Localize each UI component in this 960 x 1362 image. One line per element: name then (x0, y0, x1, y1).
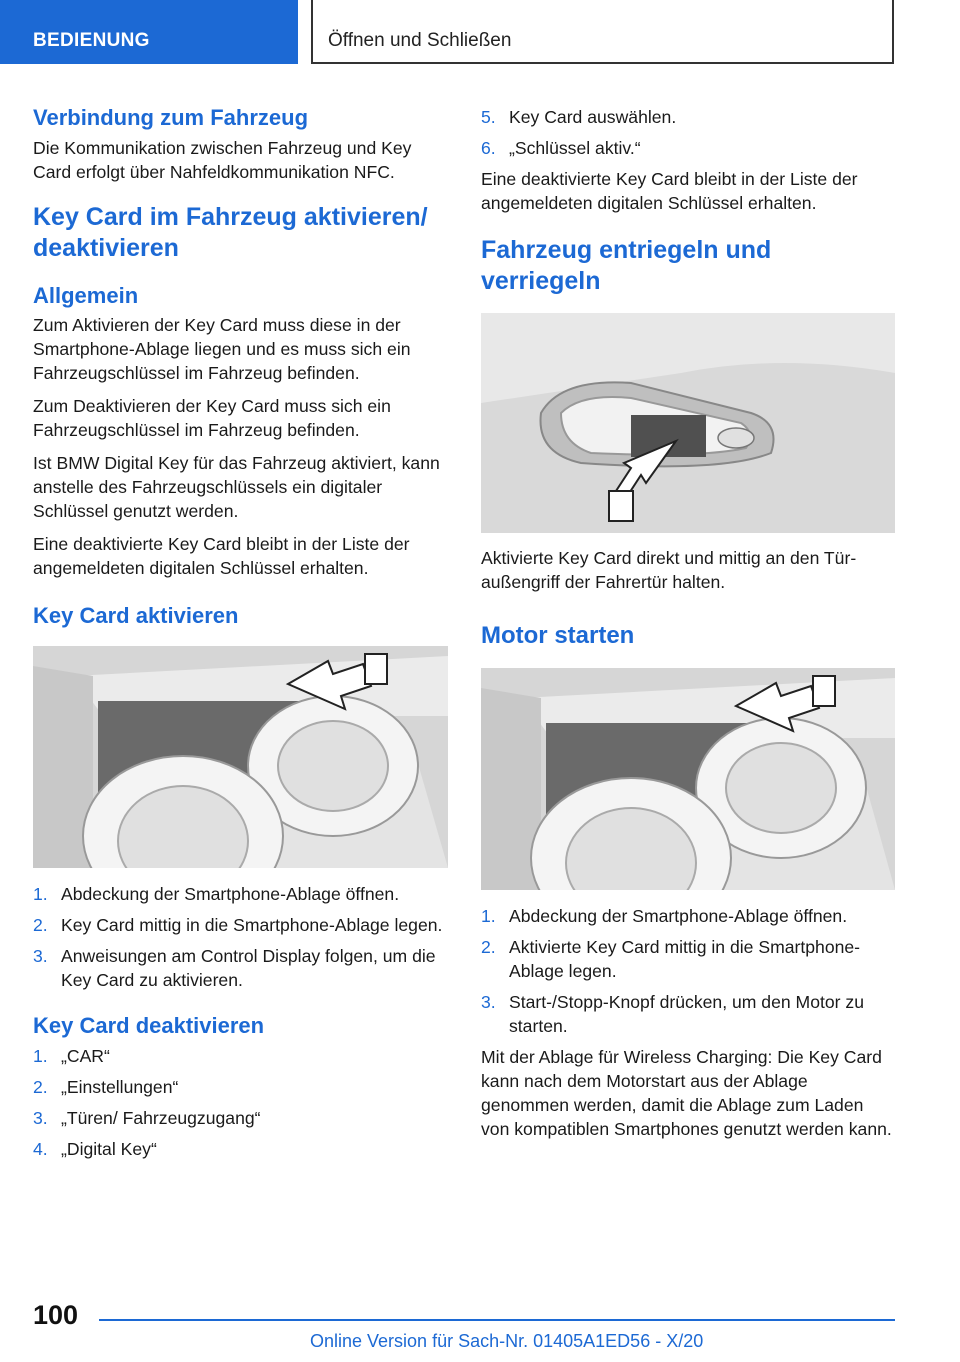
step-text: „CAR“ (61, 1046, 110, 1066)
motor-steps (481, 904, 895, 1038)
step-number: 2. (33, 1077, 48, 1097)
chapter-tab (311, 0, 894, 64)
heading-motor: Motor starten (481, 622, 635, 649)
section-tab (0, 0, 298, 64)
left-column (33, 100, 448, 1168)
step-text: Anweisungen am Control Display folgen, um die Key Card zu aktivieren. (61, 946, 436, 990)
section-title: BEDIENUNG (33, 30, 150, 51)
step-text: „Türen/ Fahrzeugzugang“ (61, 1108, 261, 1128)
list-item (33, 944, 448, 992)
step-number: 1. (481, 906, 496, 926)
aktivieren-steps-continued (481, 105, 895, 160)
step-text: Start-/Stopp-Knopf drücken, um den Motor zu starten. (509, 992, 864, 1036)
step-text: „Schlüssel aktiv.“ (509, 138, 641, 158)
paragraph-3: Ist BMW Digital Key für das Fahrzeug aktiviert, kann anstelle des Fahrzeugschlüssels ein digitaler Schlüssel genutzt werden. (33, 453, 440, 521)
list-item (481, 904, 895, 928)
right-column (481, 100, 895, 1141)
smartphone-tray-illustration (33, 646, 448, 868)
footer-version-text: Online Version für Sach-Nr. 01405A1ED56 - X/20 (310, 1331, 704, 1351)
door-handle-drawing (481, 313, 895, 533)
list-item (481, 990, 895, 1038)
smartphone-tray-drawing-2 (481, 668, 895, 890)
step-number: 2. (481, 937, 496, 957)
aktivieren-steps (33, 882, 448, 992)
list-item (33, 1075, 448, 1099)
list-item (481, 105, 895, 129)
step-text: „Digital Key“ (61, 1139, 157, 1159)
door-handle-illustration (481, 313, 895, 533)
paragraph-1: Zum Aktivieren der Key Card muss diese in der Smartphone-Ablage liegen und es muss sich ein Fahrzeugschlüssel im Fahrzeug befinden. (33, 315, 411, 383)
heading-entriegeln-line2: verriegeln (481, 267, 601, 295)
paragraph-2: Zum Deaktivieren der Key Card muss sich ein Fahrzeugschlüssel im Fahrzeug befinden. (33, 396, 391, 440)
step-text: Abdeckung der Smartphone-Ablage öffnen. (61, 884, 400, 904)
heading-verbindung: Verbindung zum Fahrzeug (33, 105, 309, 130)
paragraph-4: Eine deaktivierte Key Card bleibt in der Liste der angemeldeten digitalen Schlüssel erhalten. (33, 534, 410, 578)
paragraph-tuer: Aktivierte Key Card direkt und mittig an den Türaußengriff der Fahrertür halten. (481, 548, 857, 592)
heading-keycard-line1: Key Card im Fahrzeug aktivieren/ (33, 203, 428, 231)
step-text: Key Card mittig in die Smartphone-Ablage legen. (61, 915, 443, 935)
page-number: 100 (33, 1300, 79, 1330)
step-text: Key Card auswählen. (509, 107, 677, 127)
step-text: Aktivierte Key Card mittig in die Smartphone-Ablage legen. (509, 937, 861, 981)
heading-allgemein: Allgemein (33, 283, 139, 308)
smartphone-tray-drawing (33, 646, 448, 868)
step-text: „Einstellungen“ (61, 1077, 179, 1097)
list-item (33, 1044, 448, 1068)
footer-divider (99, 1319, 895, 1321)
list-item (481, 935, 895, 983)
heading-keycard (33, 202, 448, 264)
smartphone-tray-illustration-2 (481, 668, 895, 890)
list-item (33, 882, 448, 906)
heading-entriegeln (481, 235, 895, 297)
step-number: 3. (33, 946, 48, 966)
paragraph-wireless: Mit der Ablage für Wireless Charging: Die Key Card kann nach dem Motorstart aus der Ablage genommen werden, damit die Ablage zum Laden von kompatiblen Smartphones genutzt werden kann. (481, 1047, 892, 1139)
paragraph-cont: Eine deaktivierte Key Card bleibt in der Liste der angemeldeten digitalen Schlüssel erhalten. (481, 169, 858, 213)
chapter-title: Öffnen und Schließen (328, 30, 512, 51)
step-number: 5. (481, 107, 496, 127)
step-text: Abdeckung der Smartphone-Ablage öffnen. (509, 906, 848, 926)
paragraph-verbindung: Die Kommunikation zwischen Fahrzeug und Key Card erfolgt über Nahfeldkommunikation NFC. (33, 138, 412, 182)
step-number: 2. (33, 915, 48, 935)
list-item (33, 1106, 448, 1130)
deaktivieren-steps (33, 1044, 448, 1161)
list-item (33, 913, 448, 937)
step-number: 3. (481, 992, 496, 1012)
step-number: 6. (481, 138, 496, 158)
step-number: 3. (33, 1108, 48, 1128)
list-item (481, 136, 895, 160)
heading-entriegeln-line1: Fahrzeug entriegeln und (481, 236, 772, 264)
step-number: 1. (33, 1046, 48, 1066)
step-number: 1. (33, 884, 48, 904)
heading-keycard-line2: deaktivieren (33, 234, 179, 262)
heading-deaktivieren: Key Card deaktivieren (33, 1013, 265, 1038)
step-number: 4. (33, 1139, 48, 1159)
list-item (33, 1137, 448, 1161)
heading-aktivieren: Key Card aktivieren (33, 603, 239, 628)
